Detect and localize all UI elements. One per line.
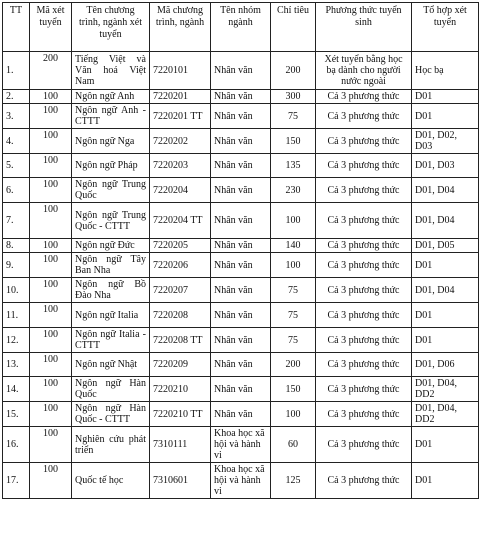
table-row xyxy=(3,253,479,278)
cell-to-hop: D01, D04, DD2 xyxy=(412,402,479,427)
cell-tt: 8. xyxy=(3,239,30,253)
cell-ma-chuong-trinh: 7220202 xyxy=(150,129,211,154)
cell-ten-chuong-trinh: Ngôn ngữ Anh - CTTT xyxy=(72,104,150,129)
cell-ma-chuong-trinh: 7220204 TT xyxy=(150,203,211,239)
header-phuong-thuc: Phương thức tuyển sinh xyxy=(316,3,412,52)
cell-ten-chuong-trinh: Tiếng Việt và Văn hoá Việt Nam xyxy=(72,52,150,90)
cell-ten-nhom-nganh: Nhân văn xyxy=(211,203,271,239)
cell-ma-xet-tuyen: 100 xyxy=(30,129,72,154)
cell-ma-xet-tuyen: 100 xyxy=(30,203,72,239)
cell-phuong-thuc: Cả 3 phương thức xyxy=(316,402,412,427)
cell-ma-chuong-trinh: 7220201 xyxy=(150,90,211,104)
cell-ten-nhom-nganh: Nhân văn xyxy=(211,353,271,377)
cell-to-hop: D01 xyxy=(412,328,479,353)
cell-ma-xet-tuyen: 100 xyxy=(30,402,72,427)
cell-tt: 14. xyxy=(3,377,30,402)
cell-chi-tieu: 135 xyxy=(271,154,316,178)
cell-ten-chuong-trinh: Ngôn ngữ Anh xyxy=(72,90,150,104)
cell-chi-tieu: 150 xyxy=(271,129,316,154)
cell-ten-chuong-trinh: Ngôn ngữ Italia - CTTT xyxy=(72,328,150,353)
cell-chi-tieu: 200 xyxy=(271,353,316,377)
header-tt: TT xyxy=(3,3,30,52)
cell-ma-chuong-trinh: 7220205 xyxy=(150,239,211,253)
cell-chi-tieu: 140 xyxy=(271,239,316,253)
cell-phuong-thuc: Cả 3 phương thức xyxy=(316,253,412,278)
table-row xyxy=(3,90,479,104)
cell-ma-chuong-trinh: 7220210 xyxy=(150,377,211,402)
cell-ma-chuong-trinh: 7220206 xyxy=(150,253,211,278)
cell-ma-xet-tuyen: 100 xyxy=(30,328,72,353)
cell-ten-chuong-trinh: Ngôn ngữ Trung Quốc - CTTT xyxy=(72,203,150,239)
cell-to-hop: D01 xyxy=(412,104,479,129)
cell-ten-chuong-trinh: Ngôn ngữ Trung Quốc xyxy=(72,178,150,203)
cell-ma-chuong-trinh: 7310601 xyxy=(150,463,211,499)
table-row xyxy=(3,402,479,427)
cell-ten-nhom-nganh: Nhân văn xyxy=(211,303,271,328)
cell-ten-nhom-nganh: Khoa học xã hội và hành vi xyxy=(211,427,271,463)
cell-ma-chuong-trinh: 7220209 xyxy=(150,353,211,377)
cell-ma-xet-tuyen: 100 xyxy=(30,278,72,303)
cell-tt: 6. xyxy=(3,178,30,203)
cell-to-hop: D01, D04 xyxy=(412,278,479,303)
cell-ten-chuong-trinh: Ngôn ngữ Đức xyxy=(72,239,150,253)
cell-ma-xet-tuyen: 100 xyxy=(30,178,72,203)
table-row xyxy=(3,154,479,178)
header-ma-chuong-trinh: Mã chương trình, ngành xyxy=(150,3,211,52)
cell-chi-tieu: 75 xyxy=(271,328,316,353)
cell-ma-chuong-trinh: 7220210 TT xyxy=(150,402,211,427)
cell-chi-tieu: 75 xyxy=(271,104,316,129)
cell-phuong-thuc: Cả 3 phương thức xyxy=(316,278,412,303)
cell-ma-chuong-trinh: 7220203 xyxy=(150,154,211,178)
table-row xyxy=(3,427,479,463)
cell-ten-chuong-trinh: Ngôn ngữ Italia xyxy=(72,303,150,328)
cell-chi-tieu: 75 xyxy=(271,278,316,303)
cell-to-hop: D01 xyxy=(412,90,479,104)
cell-ma-xet-tuyen: 100 xyxy=(30,303,72,328)
cell-tt: 17. xyxy=(3,463,30,499)
cell-to-hop: D01, D03 xyxy=(412,154,479,178)
table-row xyxy=(3,328,479,353)
cell-to-hop: D01, D06 xyxy=(412,353,479,377)
header-ma-xet-tuyen: Mã xét tuyển xyxy=(30,3,72,52)
table-row xyxy=(3,129,479,154)
cell-to-hop: D01, D05 xyxy=(412,239,479,253)
cell-ma-chuong-trinh: 7310111 xyxy=(150,427,211,463)
cell-ten-nhom-nganh: Nhân văn xyxy=(211,253,271,278)
cell-chi-tieu: 100 xyxy=(271,203,316,239)
cell-ten-chuong-trinh: Ngôn ngữ Hàn Quốc xyxy=(72,377,150,402)
cell-to-hop: Học bạ xyxy=(412,52,479,90)
cell-ma-xet-tuyen: 100 xyxy=(30,353,72,377)
cell-tt: 16. xyxy=(3,427,30,463)
table-row xyxy=(3,278,479,303)
cell-chi-tieu: 75 xyxy=(271,303,316,328)
cell-ma-chuong-trinh: 7220201 TT xyxy=(150,104,211,129)
table-row xyxy=(3,353,479,377)
cell-phuong-thuc: Cả 3 phương thức xyxy=(316,90,412,104)
cell-ten-nhom-nganh: Nhân văn xyxy=(211,90,271,104)
table-row xyxy=(3,463,479,499)
table-row xyxy=(3,203,479,239)
cell-chi-tieu: 200 xyxy=(271,52,316,90)
cell-ten-nhom-nganh: Nhân văn xyxy=(211,154,271,178)
cell-ma-chuong-trinh: 7220101 xyxy=(150,52,211,90)
cell-chi-tieu: 100 xyxy=(271,402,316,427)
cell-ten-chuong-trinh: Quốc tế học xyxy=(72,463,150,499)
cell-ma-xet-tuyen: 100 xyxy=(30,463,72,499)
cell-tt: 10. xyxy=(3,278,30,303)
cell-ten-nhom-nganh: Nhân văn xyxy=(211,278,271,303)
cell-ten-chuong-trinh: Ngôn ngữ Hàn Quốc - CTTT xyxy=(72,402,150,427)
cell-to-hop: D01, D04, DD2 xyxy=(412,377,479,402)
cell-ten-nhom-nganh: Nhân văn xyxy=(211,328,271,353)
header-row xyxy=(3,3,479,52)
cell-to-hop: D01 xyxy=(412,463,479,499)
table-row xyxy=(3,104,479,129)
cell-to-hop: D01 xyxy=(412,253,479,278)
cell-ma-chuong-trinh: 7220204 xyxy=(150,178,211,203)
admissions-table xyxy=(2,2,479,499)
cell-to-hop: D01, D04 xyxy=(412,203,479,239)
cell-phuong-thuc: Cả 3 phương thức xyxy=(316,154,412,178)
cell-ten-nhom-nganh: Nhân văn xyxy=(211,129,271,154)
header-chi-tieu: Chỉ tiêu xyxy=(271,3,316,52)
cell-ten-nhom-nganh: Nhân văn xyxy=(211,104,271,129)
cell-ten-nhom-nganh: Nhân văn xyxy=(211,178,271,203)
cell-chi-tieu: 60 xyxy=(271,427,316,463)
cell-phuong-thuc: Cả 3 phương thức xyxy=(316,353,412,377)
cell-chi-tieu: 300 xyxy=(271,90,316,104)
cell-phuong-thuc: Cả 3 phương thức xyxy=(316,104,412,129)
cell-phuong-thuc: Xét tuyển bằng học bạ dành cho người nước ngoài xyxy=(316,52,412,90)
cell-chi-tieu: 150 xyxy=(271,377,316,402)
cell-phuong-thuc: Cả 3 phương thức xyxy=(316,328,412,353)
cell-to-hop: D01, D04 xyxy=(412,178,479,203)
cell-ma-xet-tuyen: 200 xyxy=(30,52,72,90)
cell-ten-chuong-trinh: Ngôn ngữ Nga xyxy=(72,129,150,154)
cell-ma-chuong-trinh: 7220208 TT xyxy=(150,328,211,353)
cell-tt: 15. xyxy=(3,402,30,427)
header-ten-chuong-trinh: Tên chương trình, ngành xét tuyển xyxy=(72,3,150,52)
cell-ma-xet-tuyen: 100 xyxy=(30,90,72,104)
header-ten-nhom-nganh: Tên nhóm ngành xyxy=(211,3,271,52)
cell-ma-xet-tuyen: 100 xyxy=(30,427,72,463)
cell-phuong-thuc: Cả 3 phương thức xyxy=(316,203,412,239)
header-to-hop: Tổ hợp xét tuyển xyxy=(412,3,479,52)
cell-ten-chuong-trinh: Ngôn ngữ Nhật xyxy=(72,353,150,377)
cell-to-hop: D01 xyxy=(412,303,479,328)
cell-tt: 1. xyxy=(3,52,30,90)
cell-ten-chuong-trinh: Ngôn ngữ Tây Ban Nha xyxy=(72,253,150,278)
cell-ten-chuong-trinh: Ngôn ngữ Pháp xyxy=(72,154,150,178)
cell-tt: 5. xyxy=(3,154,30,178)
cell-ten-nhom-nganh: Nhân văn xyxy=(211,402,271,427)
cell-to-hop: D01, D02, D03 xyxy=(412,129,479,154)
table-row xyxy=(3,178,479,203)
cell-chi-tieu: 230 xyxy=(271,178,316,203)
cell-tt: 11. xyxy=(3,303,30,328)
cell-tt: 2. xyxy=(3,90,30,104)
table-body xyxy=(3,52,479,499)
cell-ten-chuong-trinh: Nghiên cứu phát triển xyxy=(72,427,150,463)
cell-ten-nhom-nganh: Nhân văn xyxy=(211,52,271,90)
cell-phuong-thuc: Cả 3 phương thức xyxy=(316,239,412,253)
cell-ten-nhom-nganh: Nhân văn xyxy=(211,377,271,402)
cell-tt: 7. xyxy=(3,203,30,239)
cell-phuong-thuc: Cả 3 phương thức xyxy=(316,427,412,463)
cell-tt: 9. xyxy=(3,253,30,278)
cell-ma-chuong-trinh: 7220208 xyxy=(150,303,211,328)
cell-chi-tieu: 100 xyxy=(271,253,316,278)
cell-tt: 3. xyxy=(3,104,30,129)
cell-phuong-thuc: Cả 3 phương thức xyxy=(316,178,412,203)
cell-ten-chuong-trinh: Ngôn ngữ Bồ Đào Nha xyxy=(72,278,150,303)
cell-ten-nhom-nganh: Khoa học xã hội và hành vi xyxy=(211,463,271,499)
cell-tt: 4. xyxy=(3,129,30,154)
cell-phuong-thuc: Cả 3 phương thức xyxy=(316,303,412,328)
cell-ma-xet-tuyen: 100 xyxy=(30,104,72,129)
cell-phuong-thuc: Cả 3 phương thức xyxy=(316,129,412,154)
cell-ma-xet-tuyen: 100 xyxy=(30,377,72,402)
cell-ma-xet-tuyen: 100 xyxy=(30,239,72,253)
cell-phuong-thuc: Cả 3 phương thức xyxy=(316,463,412,499)
cell-phuong-thuc: Cả 3 phương thức xyxy=(316,377,412,402)
cell-ma-xet-tuyen: 100 xyxy=(30,253,72,278)
cell-tt: 13. xyxy=(3,353,30,377)
cell-chi-tieu: 125 xyxy=(271,463,316,499)
table-row xyxy=(3,52,479,90)
cell-ten-nhom-nganh: Nhân văn xyxy=(211,239,271,253)
table-row xyxy=(3,377,479,402)
cell-tt: 12. xyxy=(3,328,30,353)
cell-ma-xet-tuyen: 100 xyxy=(30,154,72,178)
cell-ma-chuong-trinh: 7220207 xyxy=(150,278,211,303)
cell-to-hop: D01 xyxy=(412,427,479,463)
table-row xyxy=(3,239,479,253)
table-row xyxy=(3,303,479,328)
